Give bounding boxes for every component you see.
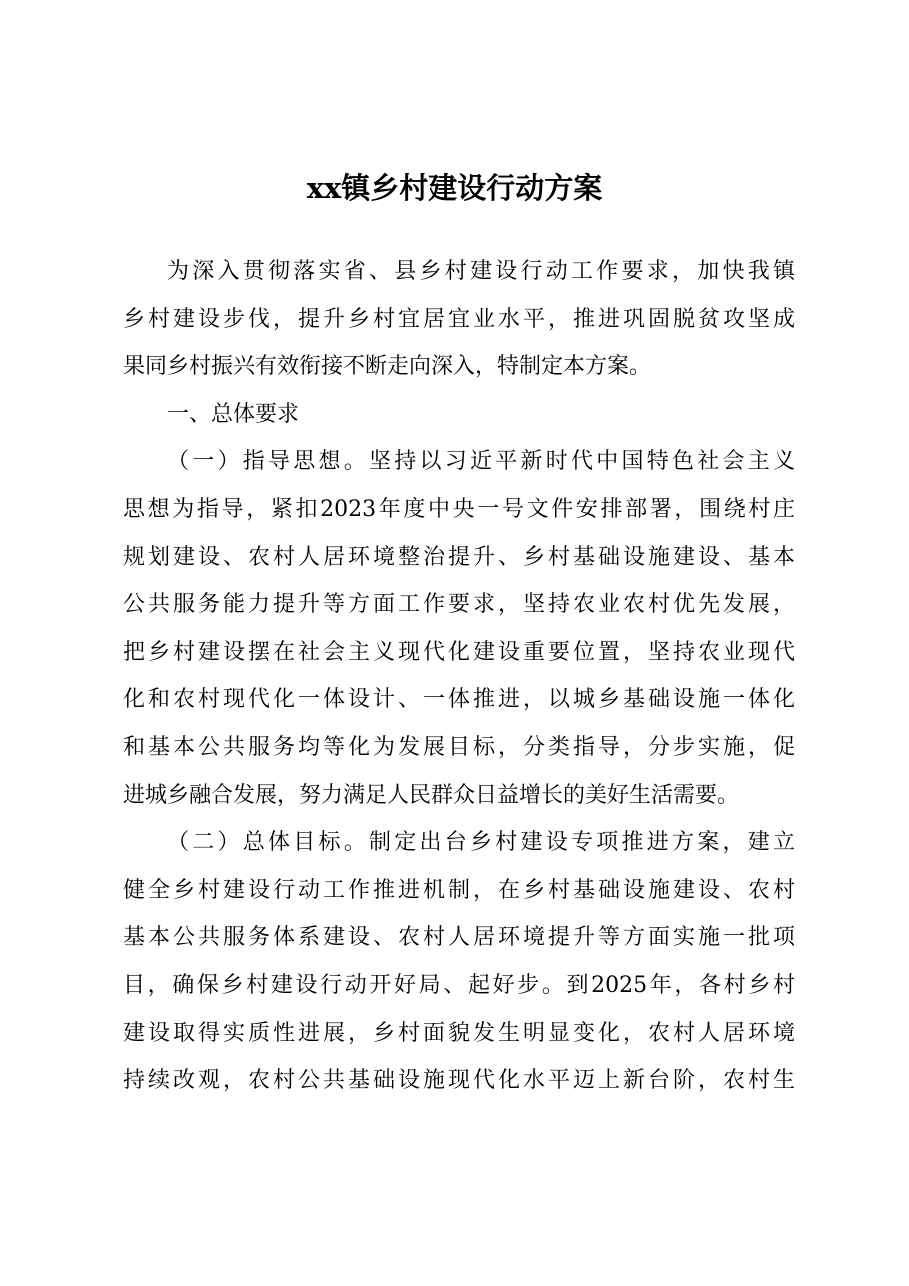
guiding-line-1: （一）指导思想。坚持以习近平新时代中国特色社会主义 (167, 449, 795, 475)
document-title: xx镇乡村建设行动方案 (306, 171, 603, 205)
intro-line-2: 乡村建设步伐，提升乡村宜居宜业水平，推进巩固脱贫攻坚成 (123, 306, 795, 332)
intro-line-3: 果同乡村振兴有效衔接不断走向深入，特制定本方案。 (123, 354, 652, 380)
section-heading-overall-requirements (123, 391, 795, 439)
intro-paragraph (123, 248, 795, 391)
goal-line-4: 目，确保乡村建设行动开好局、起好步。到2025年，各村乡村 (123, 972, 795, 998)
overall-goal-paragraph (123, 819, 795, 1105)
guiding-line-5: 把乡村建设摆在社会主义现代化建设重要位置，坚持农业现代 (123, 639, 795, 665)
guiding-line-2: 思想为指导，紧扣2023年度中央一号文件安排部署，围绕村庄 (123, 496, 795, 522)
goal-line-6: 持续改观，农村公共基础设施现代化水平迈上新台阶，农村生 (123, 1068, 795, 1094)
guiding-line-3: 规划建设、农村人居环境整治提升、乡村基础设施建设、基本 (123, 544, 795, 570)
intro-line-1: 为深入贯彻落实省、县乡村建设行动工作要求，加快我镇 (167, 259, 795, 284)
guiding-line-8: 进城乡融合发展，努力满足人民群众日益增长的美好生活需要。 (123, 782, 740, 808)
section-heading-text: 一、总体要求 (167, 401, 300, 427)
goal-line-5: 建设取得实质性进展，乡村面貌发生明显变化，农村人居环境 (123, 1020, 795, 1046)
goal-line-2: 健全乡村建设行动工作推进机制，在乡村基础设施建设、农村 (123, 877, 795, 903)
guiding-line-7: 和基本公共服务均等化为发展目标，分类指导，分步实施，促 (123, 734, 795, 760)
guiding-thought-paragraph (123, 438, 795, 819)
guiding-line-6: 化和农村现代化一体设计、一体推进，以城乡基础设施一体化 (123, 687, 795, 713)
goal-line-3: 基本公共服务体系建设、农村人居环境提升等方面实施一批项 (123, 925, 795, 951)
guiding-line-4: 公共服务能力提升等方面工作要求，坚持农业农村优先发展， (123, 592, 795, 618)
document-body (123, 248, 795, 1105)
goal-line-1: （二）总体目标。制定出台乡村建设专项推进方案，建立 (167, 830, 795, 856)
